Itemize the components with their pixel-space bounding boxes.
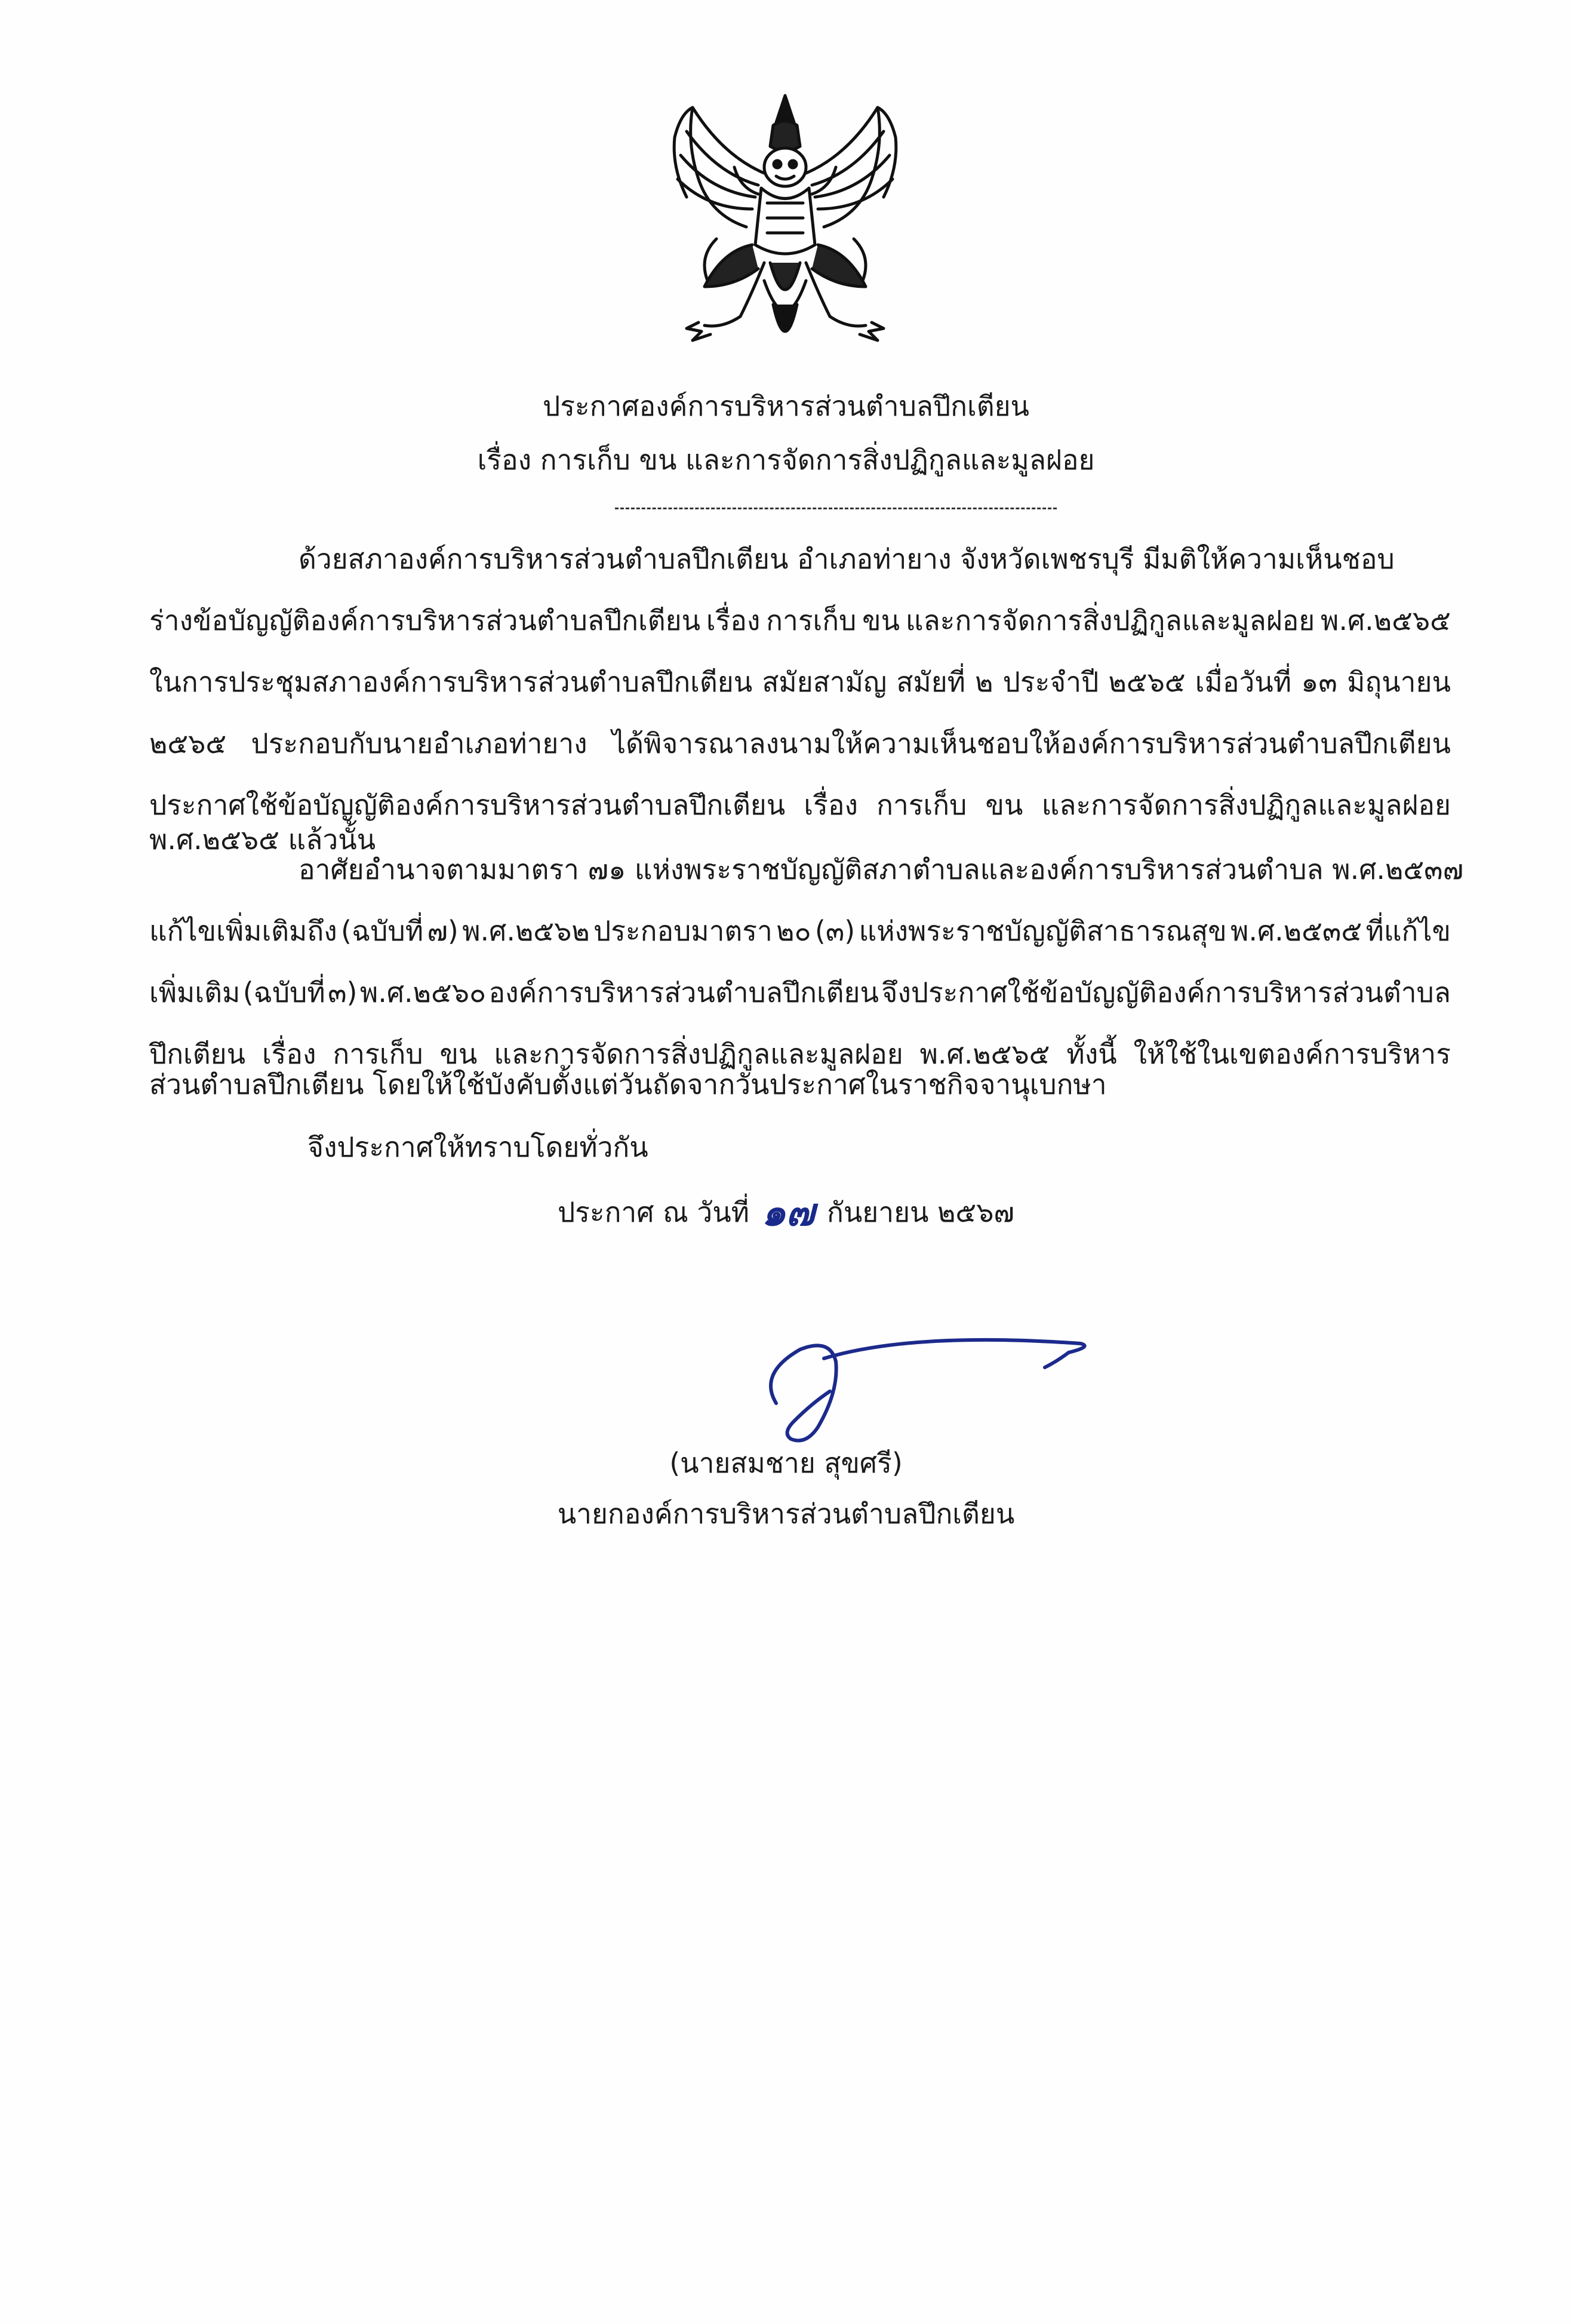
closing-statement: จึงประกาศให้ทราบโดยทั่วกัน	[307, 1131, 648, 1163]
paragraph-2-line-5: ส่วนตำบลปึกเตียน โดยให้ใช้บังคับตั้งแต่วันถัดจากวันประกาศในราชกิจจานุเบกษา	[149, 1068, 1107, 1100]
paragraph-2-line-4: ปึกเตียน เรื่อง การเก็บ ขน และการจัดการสิ่งปฏิกูลและมูลฝอย พ.ศ.๒๕๖๕ ทั้งนี้ ให้ใช้ในเขตองค์การบริหาร	[149, 1038, 1451, 1070]
date-day-handwritten: ๑๗	[761, 1190, 815, 1235]
paragraph-1-line-4: ๒๕๖๕ ประกอบกับนายอำเภอท่ายาง ได้พิจารณาลงนามให้ความเห็นชอบให้องค์การบริหารส่วนตำบลปึกเตียน	[149, 727, 1451, 760]
signatory-position: นายกองค์การบริหารส่วนตำบลปึกเตียน	[557, 1498, 1015, 1530]
announcement-title: ประกาศองค์การบริหารส่วนตำบลปึกเตียน	[543, 390, 1029, 422]
handwritten-signature	[734, 1326, 1105, 1457]
announcement-subject: เรื่อง การเก็บ ขน และการจัดการสิ่งปฏิกูลและมูลฝอย	[477, 444, 1095, 476]
date-month-year: กันยายน ๒๕๖๗	[826, 1196, 1015, 1228]
paragraph-2-line-3: เพิ่มเติม (ฉบับที่ ๓) พ.ศ.๒๕๖๐ องค์การบริหารส่วนตำบลปึกเตียน จึงประกาศใช้ข้อบัญญัติองค์การบริหารส่วนตำบล	[149, 976, 1451, 1009]
paragraph-2-line-2: แก้ไขเพิ่มเติมถึง (ฉบับที่ ๗) พ.ศ.๒๕๖๒ ประกอบมาตรา ๒๐ (๓) แห่งพระราชบัญญัติสาธารณสุข พ.ศ.๒๕๓๕ ที่แก้ไข	[149, 915, 1451, 947]
announcement-date	[0, 1190, 1572, 1235]
paragraph-1-line-3: ในการประชุมสภาองค์การบริหารส่วนตำบลปึกเตียน สมัยสามัญ สมัยที่ ๒ ประจำปี ๒๕๖๕ เมื่อวันที่ ๑๓ มิถุนายน	[149, 666, 1451, 698]
paragraph-1-line-2: ร่างข้อบัญญัติองค์การบริหารส่วนตำบลปึกเตียน เรื่อง การเก็บ ขน และการจัดการสิ่งปฏิกูลและมูลฝอย พ.ศ.๒๕๖๕	[149, 604, 1451, 637]
paragraph-1-line-6: พ.ศ.๒๕๖๕ แล้วนั้น	[149, 823, 376, 856]
signatory-name: (นายสมชาย สุขศรี)	[669, 1447, 903, 1479]
date-prefix: ประกาศ ณ วันที่	[557, 1196, 749, 1228]
paragraph-1-line-5: ประกาศใช้ข้อบัญญัติองค์การบริหารส่วนตำบลปึกเตียน เรื่อง การเก็บ ขน และการจัดการสิ่งปฏิกูลและมูลฝอย	[149, 789, 1451, 821]
paragraph-1-line-1: ด้วยสภาองค์การบริหารส่วนตำบลปึกเตียน อำเภอท่ายาง จังหวัดเพชรบุรี มีมติให้ความเห็นชอบ	[299, 543, 1395, 575]
garuda-emblem	[651, 90, 919, 370]
title-divider	[615, 508, 1057, 509]
paragraph-2-line-1: อาศัยอำนาจตามมาตรา ๗๑ แห่งพระราชบัญญัติสภาตำบลและองค์การบริหารส่วนตำบล พ.ศ.๒๕๓๗	[299, 853, 1464, 886]
